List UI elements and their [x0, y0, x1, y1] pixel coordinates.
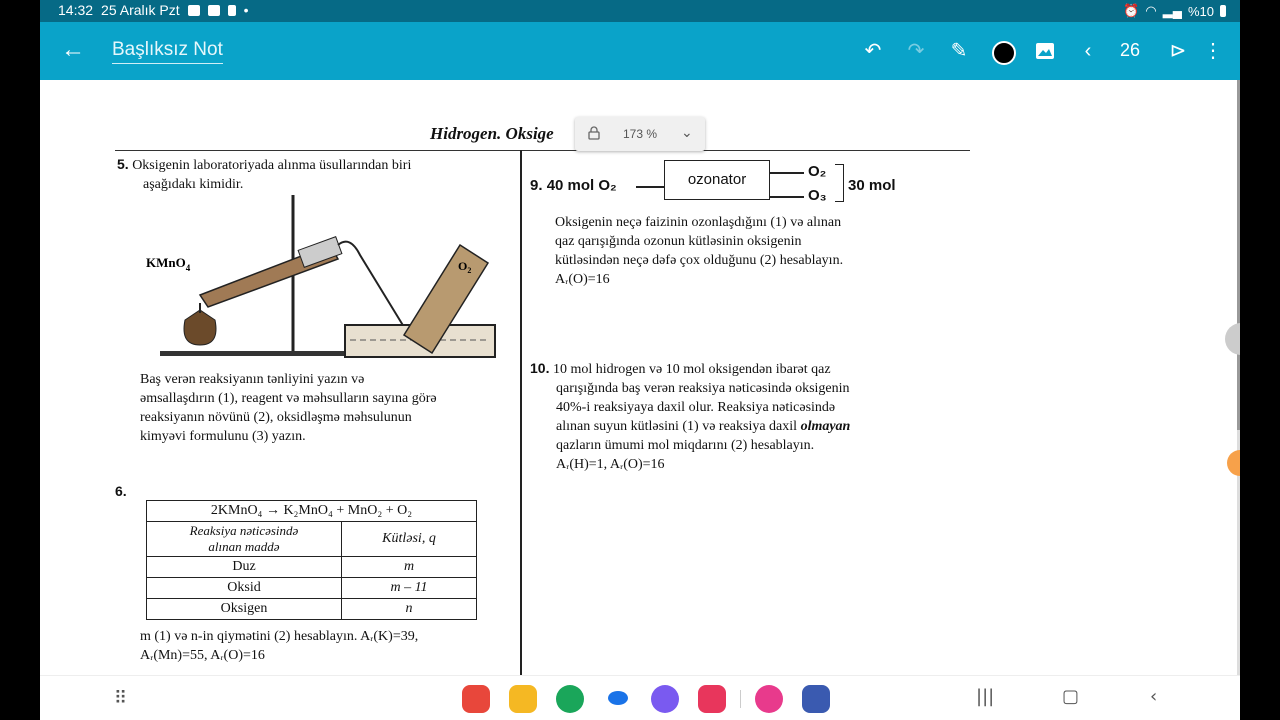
- question-text: qazların ümumi mol miqdarını (2) hesablayın.: [556, 438, 815, 453]
- app-icon-camera[interactable]: [698, 685, 726, 713]
- column-divider: [520, 150, 522, 680]
- input-amount: 40 mol O₂: [546, 177, 617, 194]
- oxygen-tube-label: $O_2$: [458, 259, 472, 275]
- arrow-line: [770, 172, 804, 174]
- redo-icon[interactable]: ↷: [907, 40, 925, 62]
- ozonator-box: ozonator: [664, 160, 770, 200]
- question-text: Oksigenin laboratoriyada alınma üsullarından biri: [132, 158, 412, 173]
- scrollbar-thumb[interactable]: [1237, 80, 1240, 430]
- insert-image-icon[interactable]: [1030, 36, 1060, 66]
- question-text: alınan suyun kütləsini (1) və reaksiya daxil: [556, 419, 801, 434]
- app-icon-files[interactable]: [509, 685, 537, 713]
- chevron-down-icon[interactable]: ⌄: [681, 124, 693, 140]
- output-o3: O₃: [808, 187, 827, 204]
- table-cell: Oksigen: [147, 599, 342, 620]
- task-text: kimyəvi formulunu (3) yazın.: [140, 429, 306, 444]
- question-number: 5.: [117, 156, 129, 172]
- recent-apps-icon[interactable]: |||: [976, 686, 995, 707]
- undo-icon[interactable]: ↶: [864, 40, 882, 62]
- table-row: [147, 557, 477, 578]
- status-bar: [40, 0, 1240, 22]
- alarm-icon: ⏰: [1123, 3, 1140, 18]
- gallery-notification-icon: [208, 5, 220, 16]
- app-icon-internet[interactable]: [651, 685, 679, 713]
- wifi-icon: ◠: [1145, 3, 1157, 18]
- task-text: əmsallaşdırın (1), reagent və məhsulların sayına görə: [140, 391, 437, 406]
- taskbar-divider: [740, 690, 741, 708]
- home-icon[interactable]: ▢: [1062, 686, 1080, 707]
- question-text: aşağıdakı kimidir.: [143, 177, 244, 192]
- question-6-table-wrapper: [146, 500, 477, 620]
- app-toolbar: [40, 22, 1240, 80]
- question-text: qaz qarışığında ozonun kütləsinin oksigenin: [555, 234, 802, 249]
- battery-icon: [1220, 5, 1226, 17]
- table-cell: m: [342, 557, 477, 578]
- total-amount: 30 mol: [848, 177, 896, 194]
- question-text: kütləsindən neçə dəfə çox olduğunu (2) hesablayın.: [555, 253, 844, 268]
- page-number[interactable]: 26: [1120, 40, 1141, 60]
- back-arrow-icon[interactable]: ←: [61, 36, 85, 63]
- arrow-line: [770, 196, 804, 198]
- table-cell: n: [342, 599, 477, 620]
- task-text: reaksiyanın növünü (2), oksidləşmə məhsulunun: [140, 410, 412, 425]
- sim-notification-icon: [228, 5, 236, 16]
- status-date: 25 Aralık Pzt: [101, 2, 180, 18]
- question-text: 40%-i reaksiyaya daxil olur. Reaksiya nəticəsində: [556, 400, 836, 415]
- previous-page-icon[interactable]: ‹: [1084, 40, 1092, 62]
- app-icon-messages[interactable]: [604, 685, 632, 713]
- lock-icon[interactable]: [587, 126, 601, 140]
- emphasized-text: olmayan: [800, 419, 851, 434]
- reaction-table: [146, 500, 477, 620]
- question-number: 10.: [530, 360, 550, 376]
- notification-icon: [188, 5, 200, 16]
- lab-apparatus-illustration: [140, 195, 510, 365]
- table-cell: m – 11: [342, 578, 477, 599]
- question-9-header: [530, 176, 617, 195]
- signal-icon: ▂▄: [1162, 3, 1182, 18]
- table-cell: Duz: [147, 557, 342, 578]
- app-icon-c[interactable]: [556, 685, 584, 713]
- question-9-text: [555, 213, 955, 289]
- task-text: Baş verən reaksiyanın tənliyini yazın və: [140, 372, 365, 387]
- add-page-icon[interactable]: ⊳: [1169, 40, 1187, 62]
- question-5-task: [140, 370, 520, 446]
- question-text: Oksigenin neçə faizinin ozonlaşdığını (1) və alınan: [555, 215, 842, 230]
- question-number: 6.: [115, 483, 127, 499]
- reaction-equation: 2KMnO₄ → K₂MnO₄ + MnO₂ + O₂: [147, 501, 477, 522]
- pen-icon[interactable]: ✎: [950, 40, 968, 62]
- zoom-level: 173 %: [623, 127, 658, 141]
- navigation-bar: [40, 675, 1240, 720]
- zoom-indicator[interactable]: [575, 117, 705, 151]
- app-icon-flower[interactable]: [755, 685, 783, 713]
- question-text: 10 mol hidrogen və 10 mol oksigendən ibarət qaz: [552, 362, 831, 377]
- question-number: 9.: [530, 177, 543, 194]
- question-text: qarışığında baş verən reaksiya nəticəsində oksigenin: [556, 381, 850, 396]
- question-6-footer: [140, 627, 520, 665]
- app-icon-settings[interactable]: [802, 685, 830, 713]
- scanned-page: [100, 110, 980, 675]
- table-header: Kütləsi, q: [342, 522, 477, 557]
- document-canvas[interactable]: [40, 80, 1240, 675]
- pen-color-swatch[interactable]: [992, 41, 1016, 65]
- question-10: [530, 359, 960, 474]
- app-icon-office[interactable]: [462, 685, 490, 713]
- back-nav-icon[interactable]: ‹: [1150, 686, 1158, 707]
- bracket: [835, 164, 844, 202]
- note-title[interactable]: Başlıksız Not: [112, 39, 223, 64]
- battery-level: %10: [1187, 3, 1214, 19]
- header-divider: [115, 150, 970, 151]
- table-cell: Oksid: [147, 578, 342, 599]
- status-time: 14:32: [58, 2, 94, 18]
- more-options-icon[interactable]: ⋮: [1203, 40, 1223, 62]
- task-text: Aᵣ(Mn)=55, Aᵣ(O)=16: [140, 648, 265, 663]
- question-5: [117, 155, 507, 194]
- task-text: m (1) və n-in qiymətini (2) hesablayın. Aᵣ(K)=39,: [140, 629, 419, 644]
- table-header: Reaksiya nəticəsində alınan maddə: [147, 522, 342, 557]
- more-notifications-icon: •: [243, 2, 249, 18]
- tablet-screen: [40, 0, 1240, 720]
- arrow-line: [636, 186, 664, 188]
- page-header-title: Hidrogen. Oksige: [430, 124, 554, 143]
- output-o2: O₂: [808, 163, 827, 180]
- table-row: [147, 599, 477, 620]
- question-text: Aᵣ(H)=1, Aᵣ(O)=16: [556, 457, 665, 472]
- reagent-label: KMnO$_4$: [146, 255, 191, 273]
- app-drawer-icon[interactable]: ⠿: [114, 688, 128, 709]
- table-row: [147, 578, 477, 599]
- question-6-number: [115, 482, 127, 502]
- question-text: Aᵣ(O)=16: [555, 272, 610, 287]
